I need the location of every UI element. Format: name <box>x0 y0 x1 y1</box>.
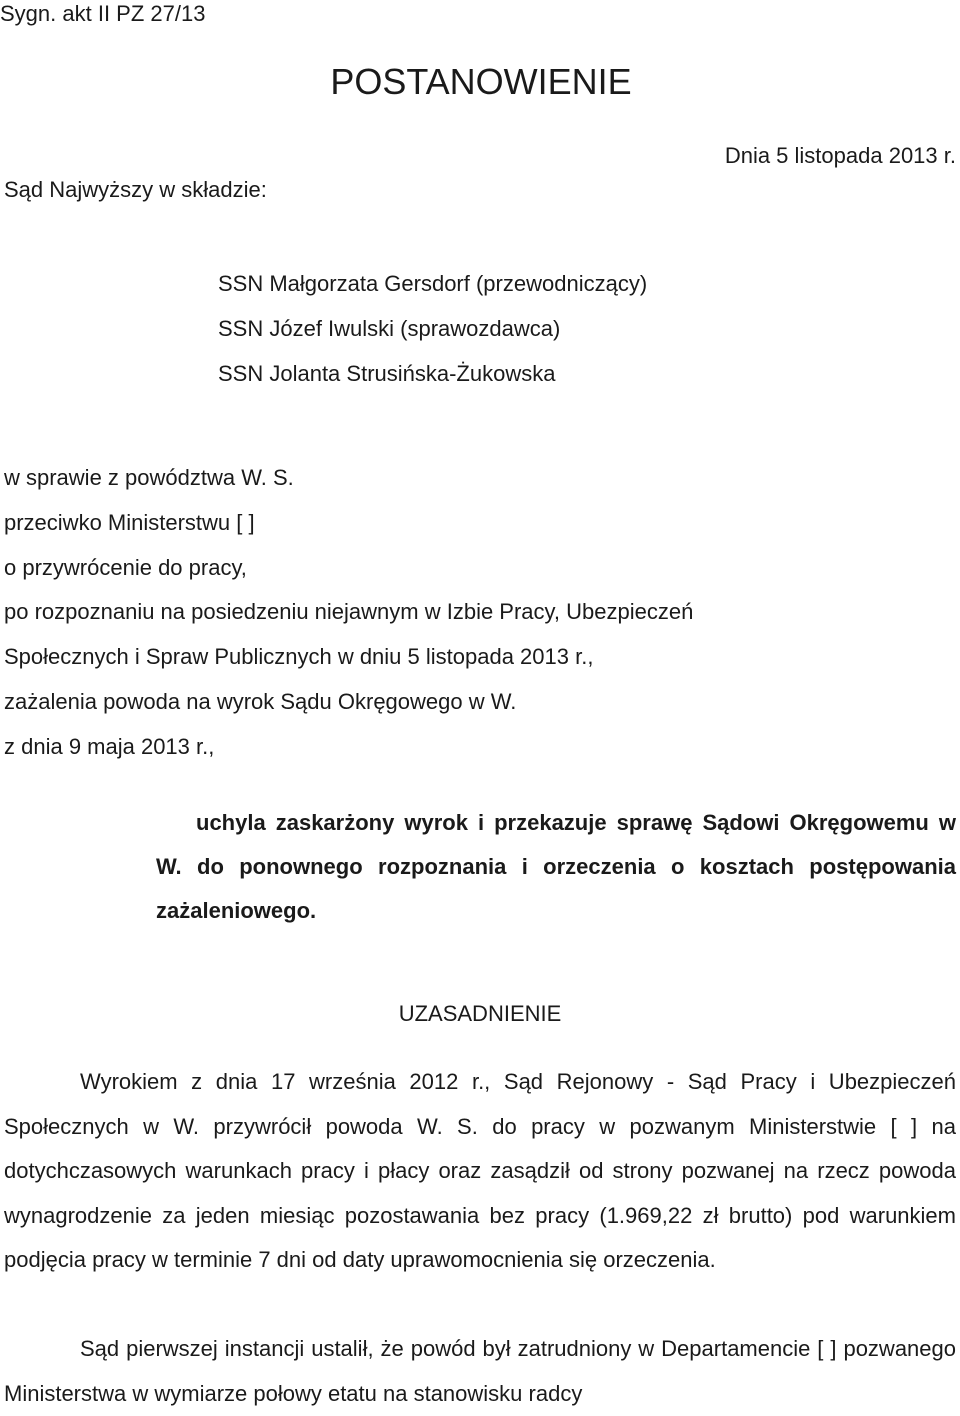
judge-rapporteur: SSN Józef Iwulski (sprawozdawca) <box>218 316 561 341</box>
justification-heading: UZASADNIENIE <box>398 1001 562 1026</box>
case-line-session-date: Społecznych i Spraw Publicznych w dniu 5 listopada 2013 r., <box>4 644 594 669</box>
case-signature: Sygn. akt II PZ 27/13 <box>0 1 206 26</box>
court-composition-label: Sąd Najwyższy w składzie: <box>4 177 267 202</box>
judge-member: SSN Jolanta Strusińska-Żukowska <box>218 361 556 386</box>
case-line-appeal: zażalenia powoda na wyrok Sądu Okręgowego w W. <box>4 689 517 714</box>
judge-presiding: SSN Małgorzata Gersdorf (przewodniczący) <box>218 271 648 296</box>
case-line-session: po rozpoznaniu na posiedzeniu niejawnym w Izbie Pracy, Ubezpieczeń <box>4 599 694 624</box>
ruling-date: Dnia 5 listopada 2013 r. <box>724 143 956 168</box>
justification-paragraph: Sąd pierwszej instancji ustalił, że powód był zatrudniony w Departamencie [ ] pozwanego Ministerstwa w wymiarze połowy etatu na stanowisku radcy <box>4 1336 956 1406</box>
document-title <box>0 60 960 104</box>
case-line-plaintiff: w sprawie z powództwa W. S. <box>4 465 294 490</box>
case-line-subject: o przywrócenie do pracy, <box>4 555 247 580</box>
case-line-judgment-date: z dnia 9 maja 2013 r., <box>4 734 215 759</box>
ruling-text: uchyla zaskarżony wyrok i przekazuje sprawę Sądowi Okręgowemu w W. do ponownego rozpoznania i orzeczenia o kosztach postępowania zażaleniowego. <box>156 810 956 923</box>
document-title-text: POSTANOWIENIE <box>330 61 632 102</box>
justification-paragraph: Wyrokiem z dnia 17 września 2012 r., Sąd Rejonowy - Sąd Pracy i Ubezpieczeń Społecznych w W. przywrócił powoda W. S. do pracy w pozwanym Ministerstwie [ ] na dotychczasowych warunkach pracy i płacy oraz zasądził od strony pozwanej na rzecz powoda wynagrodzenie za jeden miesiąc pozostawania bez pracy (1.969,22 zł brutto) pod warunkiem podjęcia pracy w terminie 7 dni od daty uprawomocnienia się orzeczenia. <box>4 1069 956 1272</box>
case-line-defendant: przeciwko Ministerstwu [ ] <box>4 510 255 535</box>
